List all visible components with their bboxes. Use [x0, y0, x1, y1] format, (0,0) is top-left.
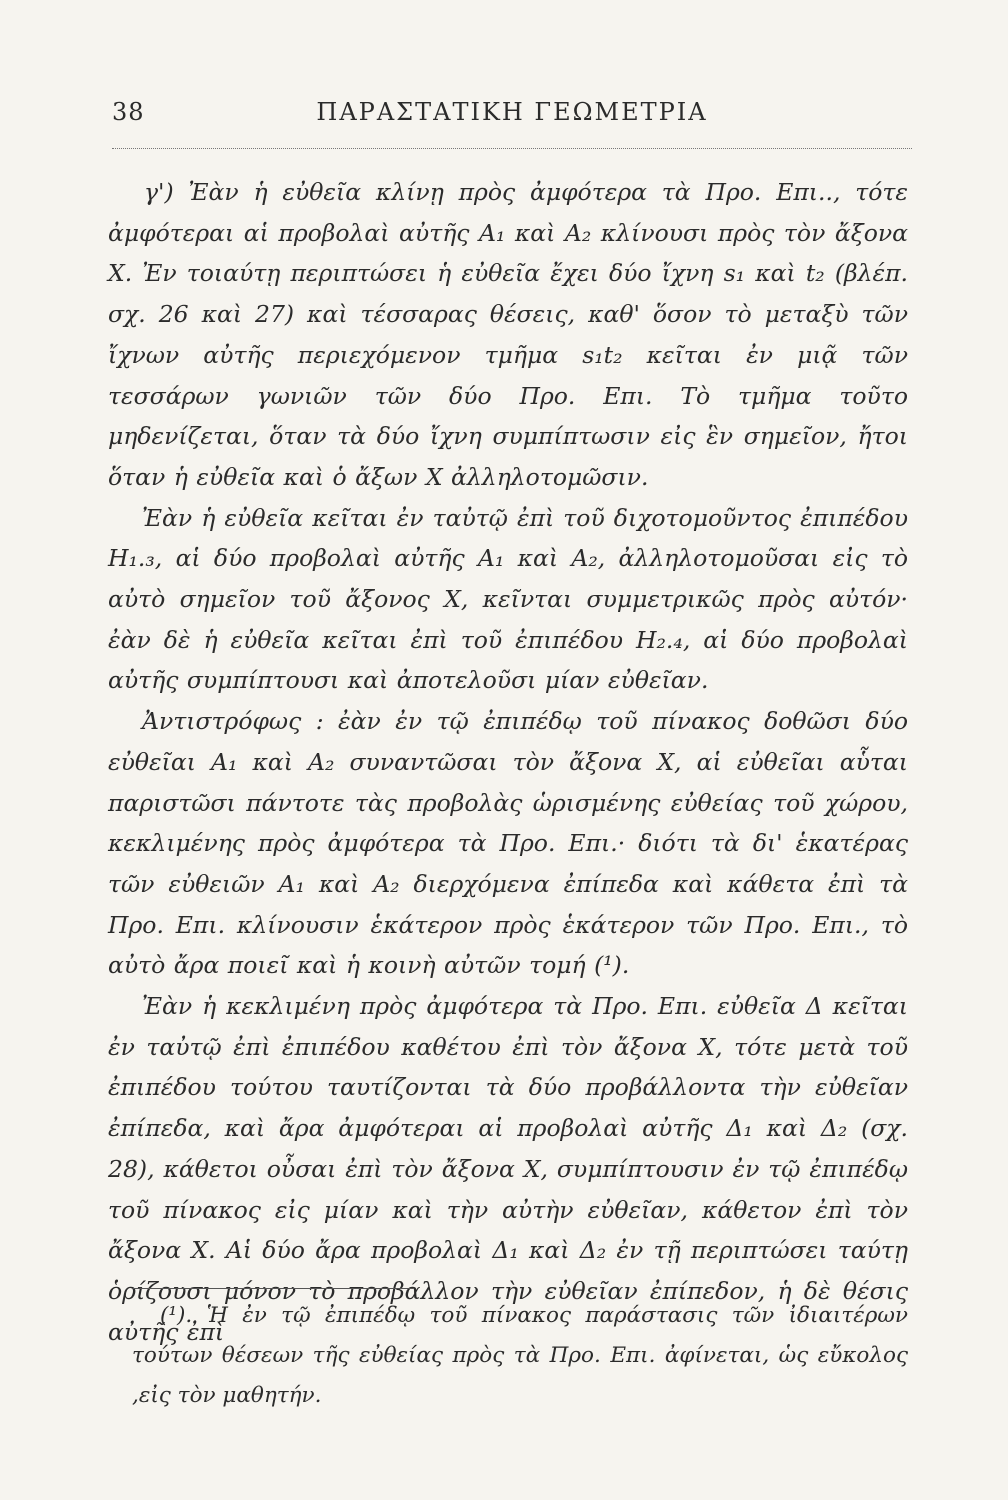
- paragraph: γ') Ἐὰν ἡ εὐθεῖα κλίνῃ πρὸς ἀμφότερα τὰ Προ. Επι.., τότε ἀμφότεραι αἱ προβολαὶ αὐτῆς A₁ καὶ A₂ κλίνουσι πρὸς τὸν ἄξονα X. Ἐν τοιαύτῃ περιπτώσει ἡ εὐθεῖα ἔχει δύο ἴχνη s₁ καὶ t₂ (βλέπ. σχ. 26 καὶ 27) καὶ τέσσαρας θέσεις, καθ' ὅσον τὸ μεταξὺ τῶν ἴχνων αὐτῆς περιεχόμενον τμῆμα s₁t₂ κεῖται ἐν μιᾷ τῶν τεσσάρων γωνιῶν τῶν δύο Προ. Επι. Τὸ τμῆμα τοῦτο μηδενίζεται, ὅταν τὰ δύο ἴχνη συμπίπτωσιν εἰς ἓν σημεῖον, ἤτοι ὅταν ἡ εὐθεῖα καὶ ὁ ἄξων X ἀλληλοτομῶσιν.: [108, 178, 908, 491]
- page-header: [112, 98, 912, 138]
- footnote-text: (¹). Ἡ ἐν τῷ ἐπιπέδῳ τοῦ πίνακος παράστασις τῶν ἰδιαιτέρων τούτων θέσεων τῆς εὐθείας πρὸς τὰ Προ. Επι. ἀφίνεται, ὡς εὔκολος ,εἰς τὸν μαθητήν.: [132, 1303, 908, 1408]
- header-rule: [112, 148, 912, 149]
- page-number: 38: [112, 98, 145, 126]
- body-text: [108, 172, 908, 1352]
- footnote: [132, 1296, 908, 1416]
- footnote-rule: [132, 1288, 414, 1289]
- paragraph: Ἐὰν ἡ εὐθεῖα κεῖται ἐν ταὐτῷ ἐπὶ τοῦ διχοτομοῦντος ἐπιπέδου H₁.₃, αἱ δύο προβολαὶ αὐτῆς A₁ καὶ A₂, ἀλληλοτομοῦσαι εἰς τὸ αὐτὸ σημεῖον τοῦ ἄξονος X, κεῖνται συμμετρικῶς πρὸς αὐτόν· ἐὰν δὲ ἡ εὐθεῖα κεῖται ἐπὶ τοῦ ἐπιπέδου H₂.₄, αἱ δύο προβολαὶ αὐτῆς συμπίπτουσι καὶ ἀποτελοῦσι μίαν εὐθεῖαν.: [108, 503, 908, 695]
- paragraph: Ἀντιστρόφως : ἐὰν ἐν τῷ ἐπιπέδῳ τοῦ πίνακος δοθῶσι δύο εὐθεῖαι A₁ καὶ A₂ συναντῶσαι τὸν ἄξονα X, αἱ εὐθεῖαι αὗται παριστῶσι πάντοτε τὰς προβολὰς ὡρισμένης εὐθείας τοῦ χώρου, κεκλιμένης πρὸς ἀμφότερα τὰ Προ. Επι.· διότι τὰ δι' ἑκατέρας τῶν εὐθειῶν A₁ καὶ A₂ διερχόμενα ἐπίπεδα καὶ κάθετα ἐπὶ τὰ Προ. Επι. κλίνουσιν ἑκάτερον πρὸς ἑκάτερον τῶν Προ. Επι., τὸ αὐτὸ ἄρα ποιεῖ καὶ ἡ κοινὴ αὐτῶν τομή (¹).: [108, 707, 908, 980]
- running-title: ΠΑΡΑΣΤΑΤΙΚΗ ΓΕΩΜΕΤΡΙΑ: [316, 98, 708, 126]
- paragraph: Ἐὰν ἡ κεκλιμένη πρὸς ἀμφότερα τὰ Προ. Επι. εὐθεῖα Δ κεῖται ἐν ταὐτῷ ἐπὶ ἐπιπέδου καθέτου ἐπὶ τὸν ἄξονα X, τότε μετὰ τοῦ ἐπιπέδου τούτου ταυτίζονται τὰ δύο προβάλλοντα τὴν εὐθεῖαν ἐπίπεδα, καὶ ἄρα ἀμφότεραι αἱ προβολαὶ αὐτῆς Δ₁ καὶ Δ₂ (σχ. 28), κάθετοι οὖσαι ἐπὶ τὸν ἄξονα X, συμπίπτουσιν ἐν τῷ ἐπιπέδῳ τοῦ πίνακος εἰς μίαν καὶ τὴν αὐτὴν εὐθεῖαν, κάθετον ἐπὶ τὸν ἄξονα X. Αἱ δύο ἄρα προβολαὶ Δ₁ καὶ Δ₂ ἐν τῇ περιπτώσει ταύτῃ ὁρίζουσι μόνον τὸ προβάλλον τὴν εὐθεῖαν ἐπίπεδον, ἡ δὲ θέσις αὐτῆς ἐπὶ: [108, 992, 908, 1346]
